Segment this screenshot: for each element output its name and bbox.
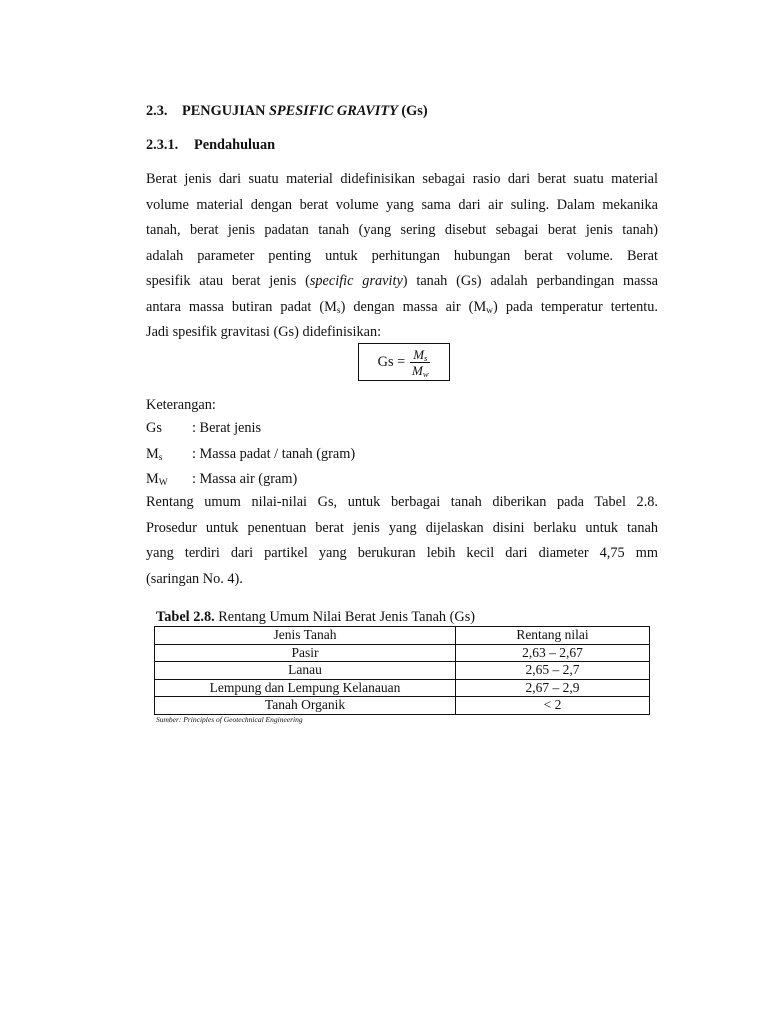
definition-text: : Massa air (gram) [192,471,298,487]
paragraph-line: volume material dengan berat volume yang sama dari air suling. Dalam mekanika [146,196,658,213]
subsection-number: 2.3.1. [146,137,179,153]
italic-term: specific gravity [309,273,403,289]
paragraph-line: Jadi spesifik gravitasi (Gs) didefinisikan: [146,324,382,340]
paragraph-line: Rentang umum nilai-nilai Gs, untuk berbagai tanah diberikan pada Tabel 2.8. [146,494,658,510]
gs-formula [358,343,450,381]
table-row [155,662,650,680]
definition-row [146,446,355,463]
definition-text: : Berat jenis [192,420,262,436]
definition-row [146,420,261,437]
section-title-italic: SPESIFIC GRAVITY [268,103,398,119]
table-caption [156,609,475,626]
table-row [155,644,650,662]
text-run: antara massa butiran padat (M [146,298,337,315]
table-cell: Lempung dan Lempung Kelanauan [155,679,456,697]
table-cell: 2,67 – 2,9 [456,679,650,697]
subscript: s [336,305,341,316]
denominator-symbol: M [412,362,423,378]
paragraph-line: Berat jenis dari suatu material didefinisikan sebagai rasio dari berat suatu material [146,171,658,187]
denominator-subscript: w [422,368,429,379]
table-row [155,679,650,697]
numerator-subscript: s [424,352,428,363]
table-cell: Tanah Organik [155,697,456,715]
symbol-text: M [146,471,159,487]
paragraph-line: (saringan No. 4). [146,570,243,587]
gs-range-table [154,626,650,715]
text-run: spesifik atau berat jenis ( [146,273,310,289]
definition-symbol [146,471,192,488]
keterangan-label: Keterangan: [146,397,216,413]
table-caption-text: Rentang Umum Nilai Berat Jenis Tanah (Gs) [214,609,476,625]
subsection-heading [146,137,275,154]
symbol-subscript: W [158,478,168,488]
paragraph-line [146,295,658,321]
symbol-text: M [146,446,159,462]
subsection-title: Pendahuluan [194,137,276,153]
subscript: w [486,305,494,316]
symbol-text: Gs [146,420,162,436]
document-page [146,0,658,1024]
table-cell: Pasir [155,644,456,662]
formula-lhs: Gs = [377,353,406,370]
table-cell: < 2 [456,697,650,715]
table-header-cell: Jenis Tanah [155,627,456,645]
table-cell: 2,65 – 2,7 [456,662,650,680]
paragraph-line: Prosedur untuk penentuan berat jenis yang dijelaskan disini berlaku untuk tanah [146,519,658,536]
range-paragraph [146,490,658,592]
text-run: ) dengan massa air (M [340,298,487,315]
numerator-symbol: M [413,346,425,362]
table-cell: 2,63 – 2,67 [456,644,650,662]
section-title-pre: PENGUJIAN [182,103,269,119]
table-cell: Lanau [155,662,456,680]
symbol-subscript: s [158,453,163,463]
paragraph-line: adalah parameter penting untuk perhitungan hubungan berat volume. Berat [146,247,658,264]
paragraph-line: yang terdiri dari partikel yang berukuran lebih kecil dari diameter 4,75 mm [146,545,658,561]
definition-text: : Massa padat / tanah (gram) [192,446,356,462]
text-run: ) pada temperatur tertentu. [493,298,659,315]
formula-fraction [410,347,430,378]
paragraph-line: tanah, berat jenis padatan tanah (yang sering disebut sebagai berat jenis tanah) [146,222,658,238]
fraction-numerator [410,347,430,363]
table-source: Sumber: Principles of Geotechnical Engineering [156,715,303,724]
definition-symbol [146,420,192,437]
table-caption-label: Tabel 2.8. [156,609,215,625]
fraction-denominator [412,363,429,378]
section-number: 2.3. [146,103,168,119]
section-heading [146,103,428,120]
section-title-post: (Gs) [397,103,428,119]
table-row [155,697,650,715]
definition-symbol [146,446,192,463]
text-run: ) tanah (Gs) adalah perbandingan massa [402,273,658,289]
intro-paragraph [146,167,658,346]
table-header-row [155,627,650,645]
paragraph-line [146,269,658,295]
table-header-cell: Rentang nilai [456,627,650,645]
definition-row [146,471,297,488]
